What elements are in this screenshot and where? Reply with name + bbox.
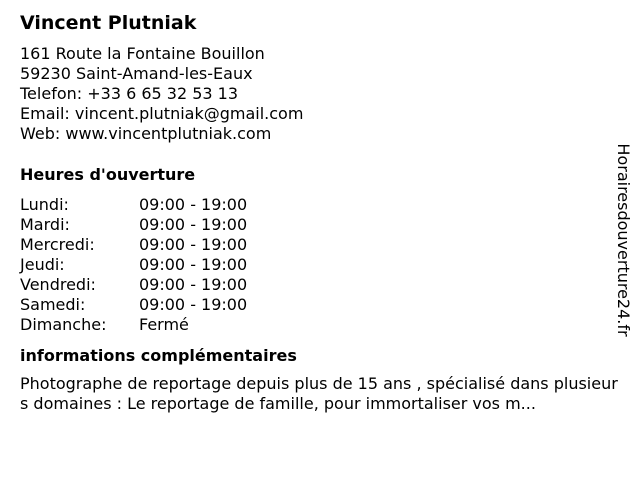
hours-day: Jeudi: (20, 255, 65, 274)
info-title: informations complémentaires (20, 346, 297, 365)
hours-row (20, 215, 610, 235)
email-address: Email: vincent.plutniak@gmail.com (20, 104, 304, 123)
hours-day: Mardi: (20, 215, 70, 234)
hours-time: 09:00 - 19:00 (139, 195, 248, 214)
contact-block (20, 44, 610, 144)
hours-day: Lundi: (20, 195, 69, 214)
street-address: 161 Route la Fontaine Bouillon (20, 44, 265, 63)
hours-row (20, 195, 610, 215)
hours-time: 09:00 - 19:00 (139, 255, 248, 274)
info-description: Photographe de reportage depuis plus de 15 ans , spécialisé dans plusieurs domaines : Le reportage de famille, pour immortaliser vos m... (20, 374, 618, 413)
hours-time: 09:00 - 19:00 (139, 215, 248, 234)
business-card (20, 10, 618, 414)
hours-time: Fermé (139, 315, 189, 334)
website: Web: www.vincentplutniak.com (20, 124, 272, 143)
hours-row (20, 295, 610, 315)
business-name: Vincent Plutniak (20, 12, 197, 34)
hours-title: Heures d'ouverture (20, 165, 196, 184)
hours-row (20, 255, 610, 275)
hours-day: Samedi: (20, 295, 86, 314)
city-address: 59230 Saint-Amand-les-Eaux (20, 64, 253, 83)
hours-row (20, 275, 610, 295)
hours-time: 09:00 - 19:00 (139, 275, 248, 294)
hours-day: Mercredi: (20, 235, 95, 254)
hours-day: Dimanche: (20, 315, 107, 334)
hours-row (20, 235, 610, 255)
hours-time: 09:00 - 19:00 (139, 235, 248, 254)
phone-number: Telefon: +33 6 65 32 53 13 (20, 84, 239, 103)
hours-table (20, 195, 610, 335)
hours-time: 09:00 - 19:00 (139, 295, 248, 314)
hours-row (20, 315, 610, 335)
site-watermark-label: Horairesdouverture24.fr (614, 143, 633, 337)
hours-day: Vendredi: (20, 275, 96, 294)
